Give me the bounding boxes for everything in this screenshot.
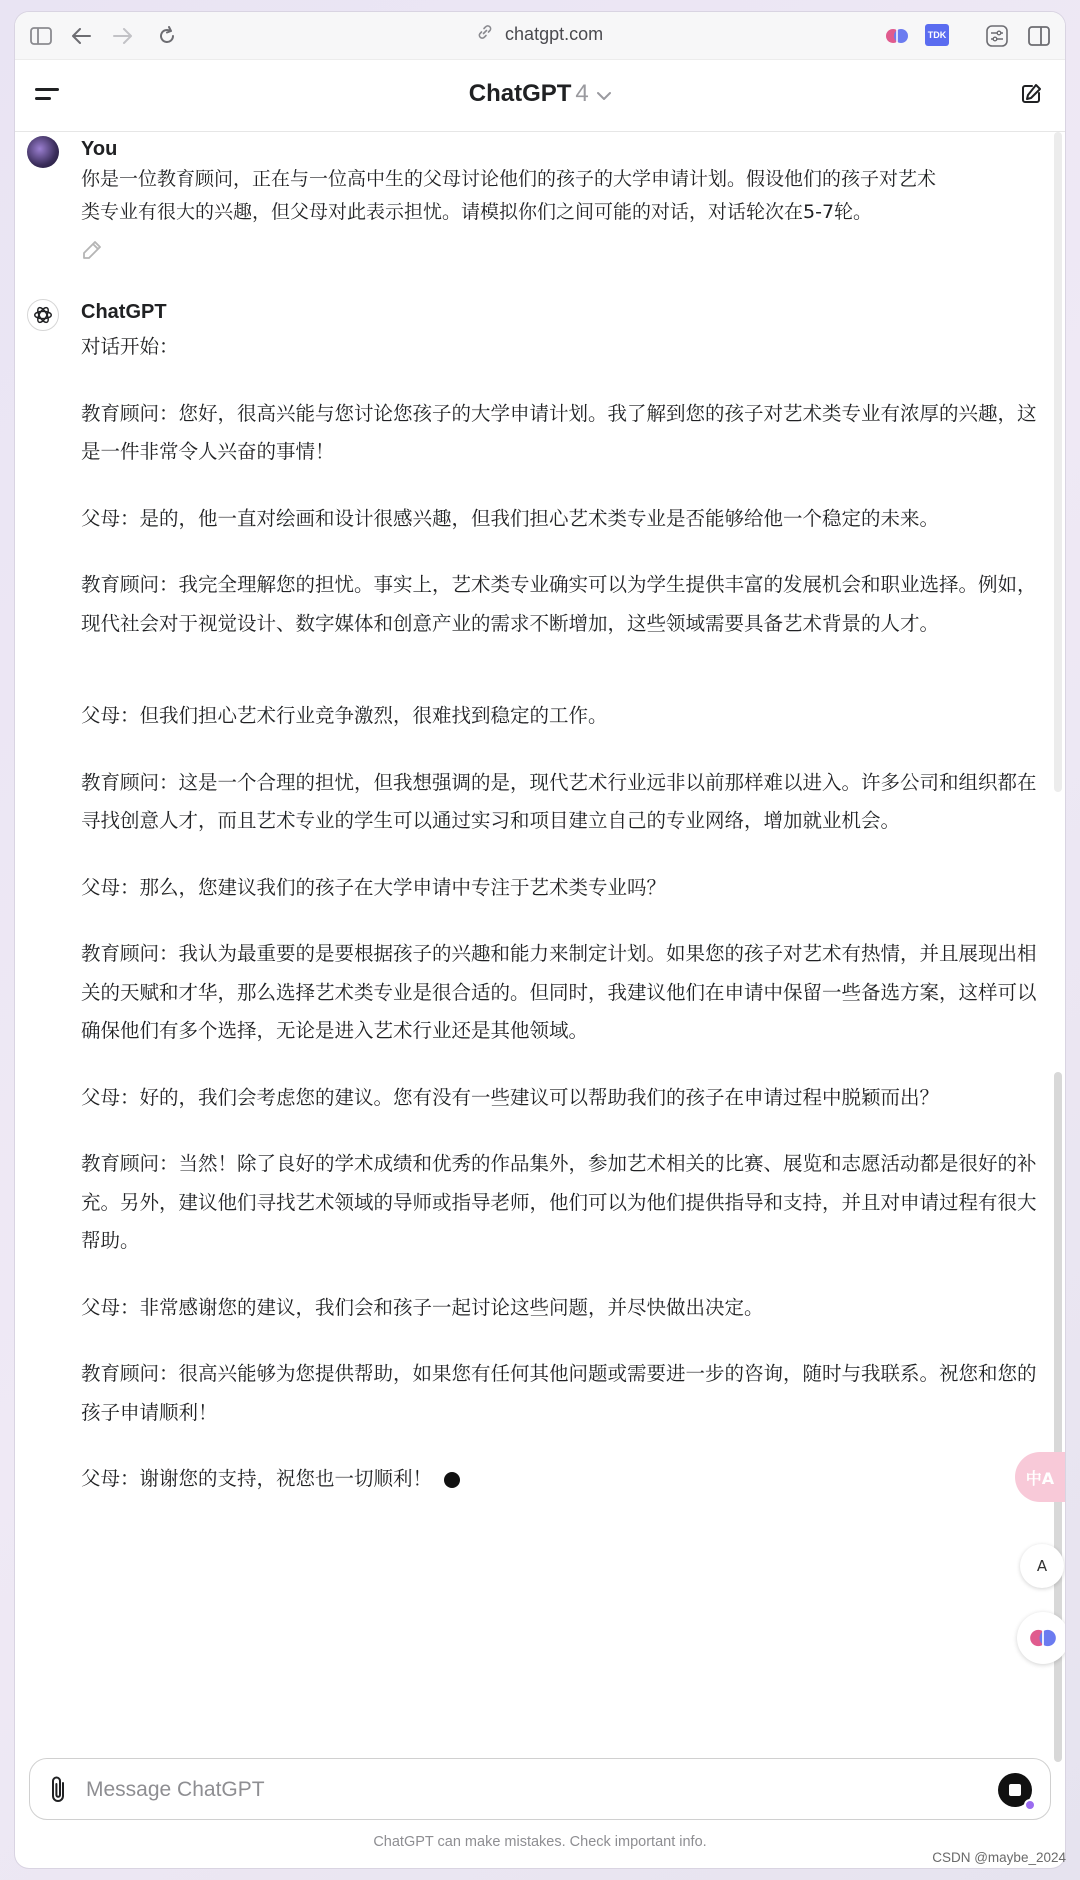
stop-icon	[1009, 1784, 1021, 1796]
response-paragraph: 教育顾问：我认为最重要的是要根据孩子的兴趣和能力来制定计划。如果您的孩子对艺术有热情，并且展现出相关的天赋和才华，那么选择艺术类专业是很合适的。但同时，我建议他们在申请中保留一些备选方案，这样可以确保他们有多个选择，无论是进入艺术行业还是其他领域。	[81, 942, 1037, 1042]
response-paragraph: 教育顾问：您好，很高兴能与您讨论您孩子的大学申请计划。我了解到您的孩子对艺术类专业有浓厚的兴趣，这是一件非常令人兴奋的事情！	[81, 401, 1037, 463]
model-selector[interactable]	[15, 80, 1065, 108]
edit-pencil-icon[interactable]	[81, 239, 103, 261]
watermark: CSDN @maybe_2024	[932, 1850, 1066, 1865]
conversation	[15, 132, 1065, 1732]
disclaimer: ChatGPT can make mistakes. Check important info.	[373, 1834, 707, 1850]
paperclip-icon[interactable]	[46, 1775, 74, 1805]
url-text: chatgpt.com	[505, 24, 604, 44]
translate-icon: 中A	[1025, 1468, 1055, 1488]
user-message	[15, 132, 1065, 261]
response-paragraph: 教育顾问：很高兴能够为您提供帮助，如果您有任何其他问题或需要进一步的咨询，随时与我联系。祝您和您的孩子申请顺利！	[81, 1362, 1037, 1424]
avatar	[27, 136, 59, 168]
new-chat-icon[interactable]	[1019, 82, 1045, 108]
response-paragraph: 教育顾问：当然！除了良好的学术成绩和优秀的作品集外，参加艺术相关的比赛、展览和志愿活动都是很好的补充。另外，建议他们寻找艺术领域的导师或指导老师，他们可以为他们提供指导和支持，并且对申请过程有很大帮助。	[81, 1152, 1037, 1252]
response-text: 父母：谢谢您的支持，祝您也一切顺利！	[81, 1467, 433, 1490]
link-icon	[477, 27, 497, 44]
response-paragraph: 父母：但我们担心艺术行业竞争激烈，很难找到稳定的工作。	[81, 704, 608, 727]
response-paragraph: 教育顾问：我完全理解您的担忧。事实上，艺术类专业确实可以为学生提供丰富的发展机会和职业选择。例如，现代社会对于视觉设计、数字媒体和创意产业的需求不断增加，这些领域需要具备艺术背景的人才。	[81, 573, 1037, 635]
response-paragraph: 教育顾问：这是一个合理的担忧，但我想强调的是，现代艺术行业远非以前那样难以进入。许多公司和组织都在寻找创意人才，而且艺术专业的学生可以通过实习和项目建立自己的专业网络，增加就业机会。	[81, 770, 1037, 832]
translate-a-button[interactable]	[1020, 1544, 1064, 1588]
response-paragraph: 父母：是的，他一直对绘画和设计很感兴趣，但我们担心艺术类专业是否能够给他一个稳定的未来。	[81, 506, 940, 530]
brain-icon	[1029, 1624, 1057, 1652]
user-name: You	[81, 138, 118, 160]
streaming-cursor	[444, 1472, 460, 1488]
assistant-message	[15, 295, 1065, 1499]
user-message-text: 你是一位教育顾问，正在与一位高中生的父母讨论他们的孩子的大学申请计划。假设他们的孩子对艺术类专业有很大的兴趣，但父母对此表示担忧。请模拟你们之间可能的对话，对话轮次在5-7轮。	[81, 168, 937, 223]
response-paragraph: 父母：非常感谢您的建议，我们会和孩子一起讨论这些问题，并尽快做出决定。	[81, 1295, 764, 1319]
translate-extension-button[interactable]	[1015, 1452, 1065, 1502]
status-dot	[1024, 1799, 1036, 1811]
message-composer	[29, 1758, 1051, 1820]
response-paragraph: 父母：那么，您建议我们的孩子在大学申请中专注于艺术类专业吗？	[81, 875, 667, 899]
browser-window	[15, 12, 1065, 1868]
model-title: ChatGPT	[468, 80, 572, 107]
response-paragraph: 父母：好的，我们会考虑您的建议。您有没有一些建议可以帮助我们的孩子在申请过程中脱颖而出？	[81, 1085, 940, 1109]
browser-toolbar	[15, 12, 1065, 60]
response-paragraph: 对话开始：	[81, 335, 179, 358]
tdk-extension-icon[interactable]: TDK	[925, 24, 949, 46]
response-paragraph-last	[81, 1460, 1041, 1499]
model-version: 4	[575, 80, 589, 107]
brain-extension-icon[interactable]	[885, 24, 909, 48]
chevron-down-icon	[593, 88, 611, 105]
scrollbar[interactable]	[1051, 132, 1065, 1752]
brain-assistant-button[interactable]	[1017, 1612, 1065, 1664]
split-view-icon[interactable]	[1027, 24, 1051, 48]
scrollbar-thumb-upper	[1054, 132, 1062, 792]
message-input[interactable]	[86, 1773, 946, 1807]
stop-generating-button[interactable]	[998, 1773, 1032, 1807]
translate-a-icon: A	[1036, 1557, 1048, 1575]
chatgpt-logo-icon	[27, 299, 59, 331]
settings-sliders-icon[interactable]	[985, 24, 1009, 48]
assistant-name: ChatGPT	[81, 301, 167, 323]
app-header	[15, 60, 1065, 132]
